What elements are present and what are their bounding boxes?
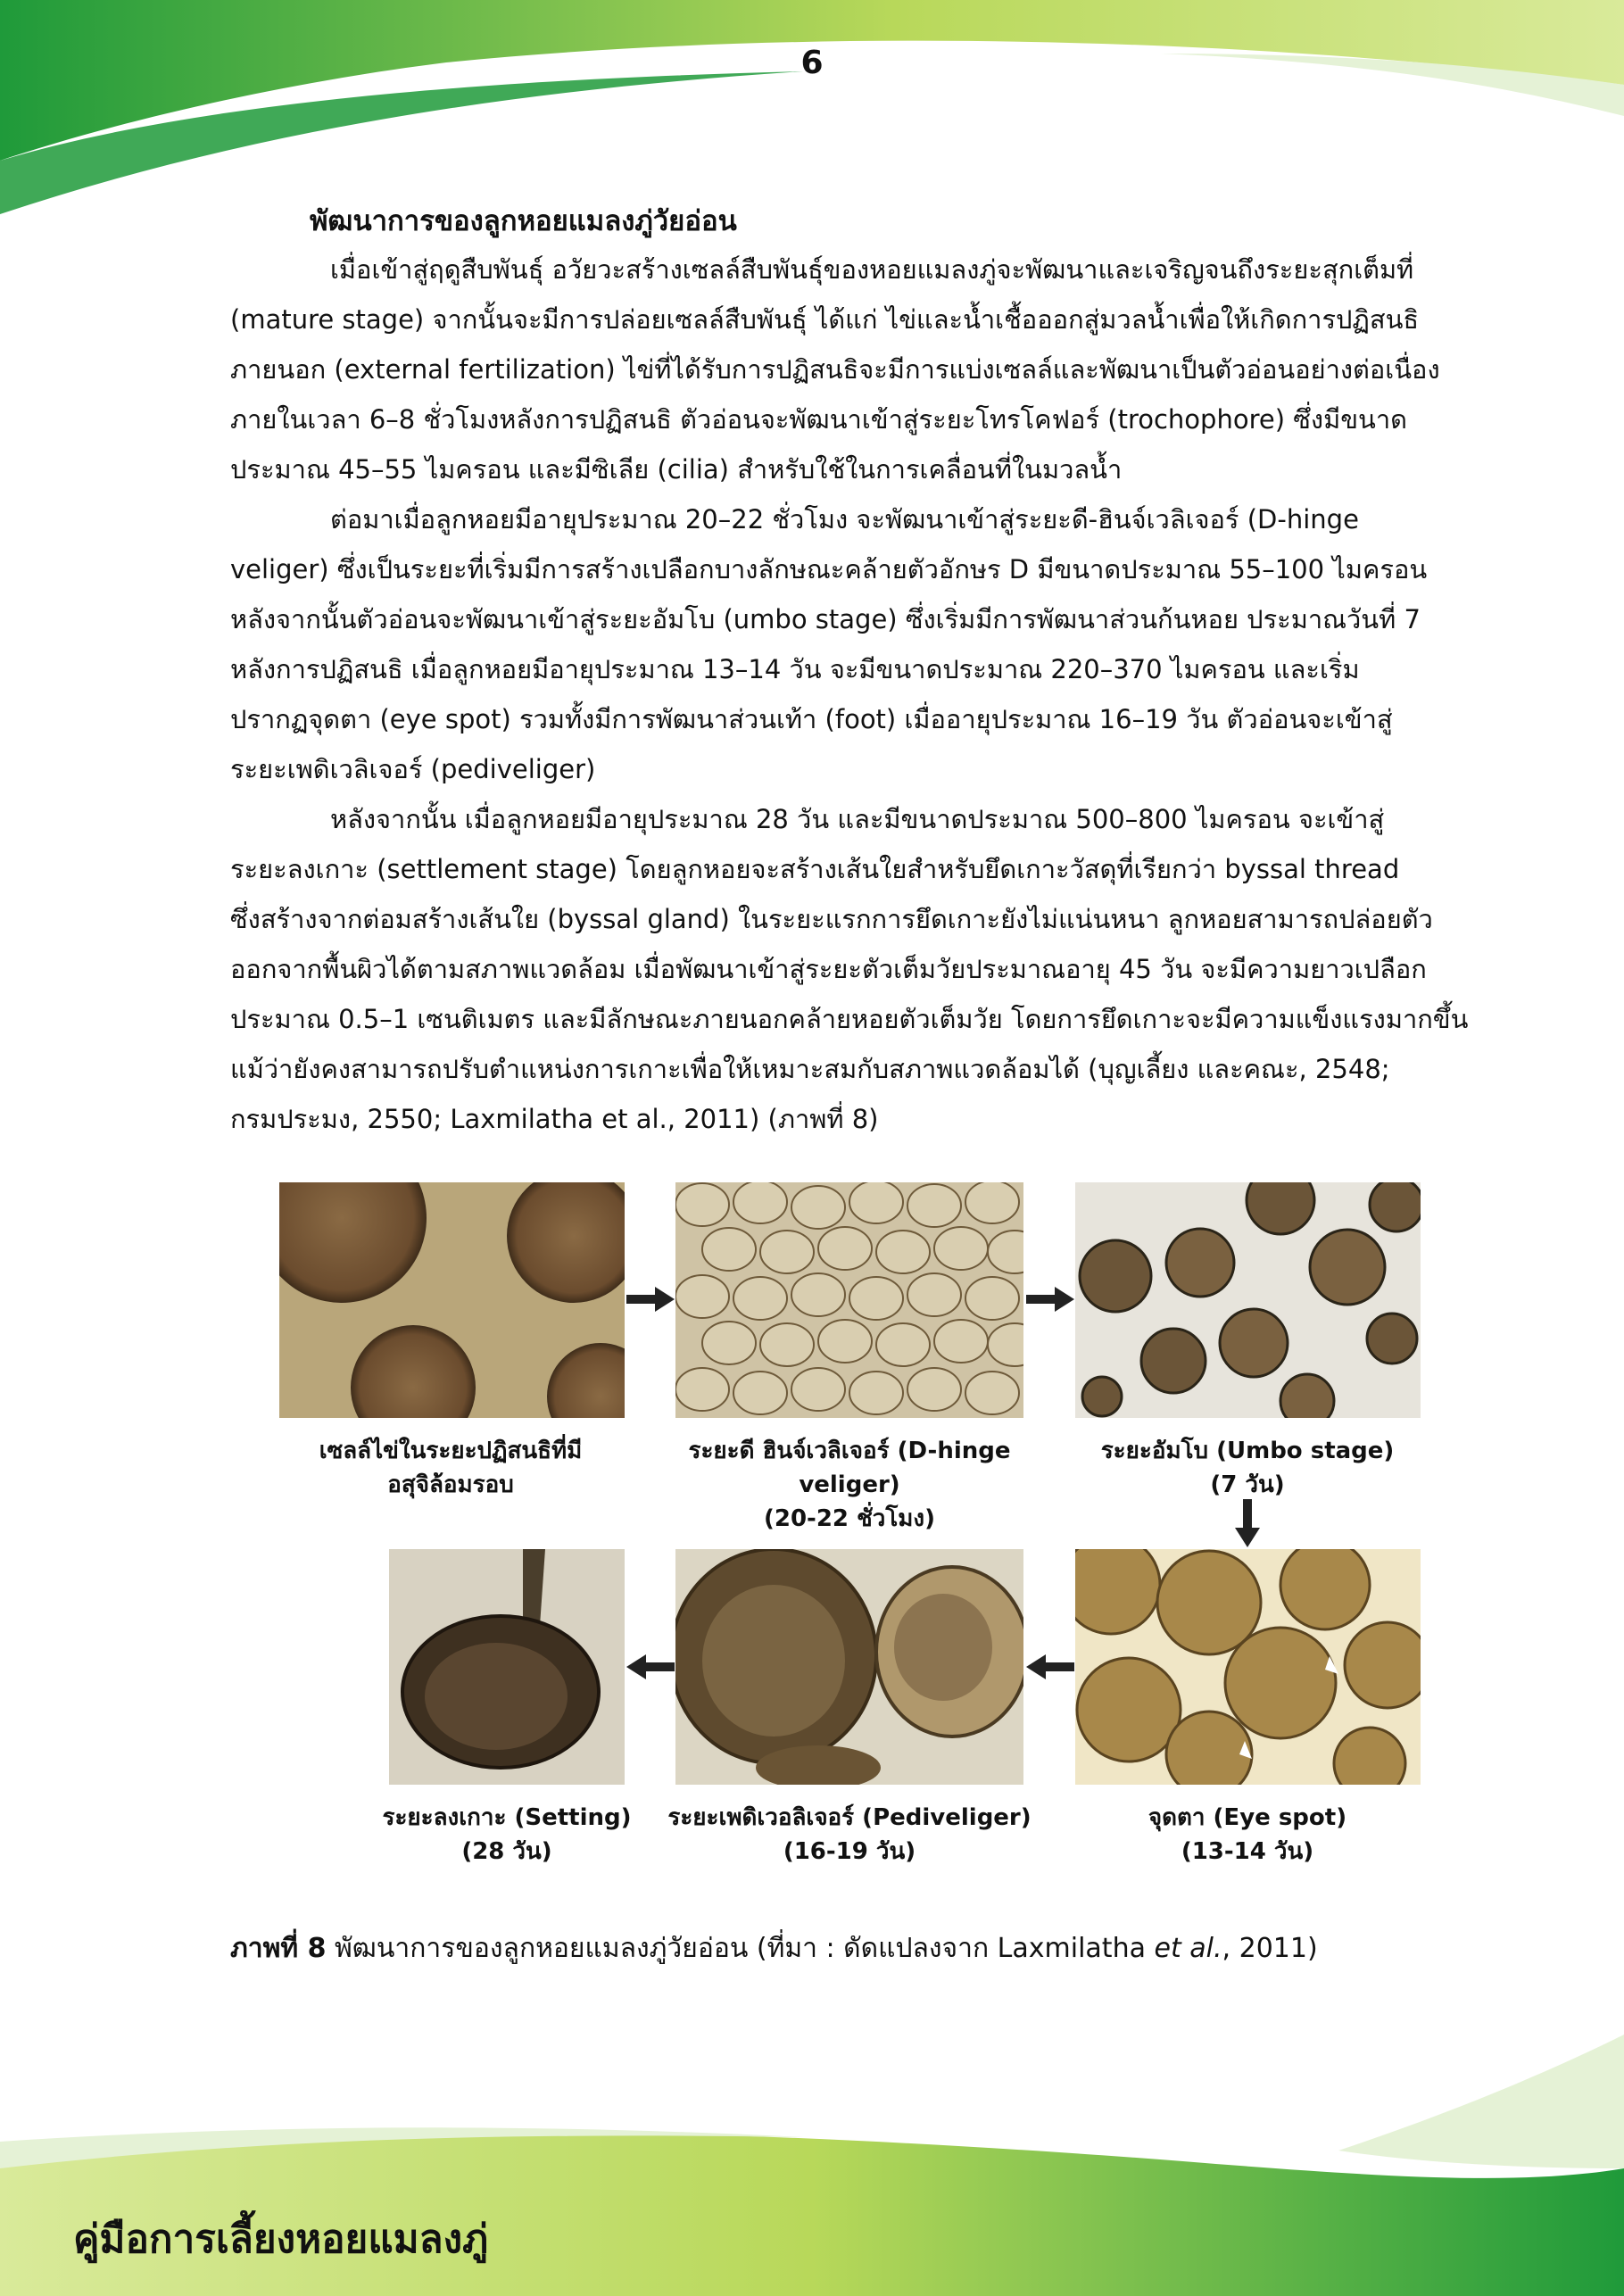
paragraph-line: ภายนอก (external fertilization) ไข่ที่ได้รับการปฏิสนธิจะมีการแบ่งเซลล์และพัฒนาเป็นตัวอ่อนอย่างต่อเนื่อง — [230, 354, 1440, 385]
paragraph-line: (mature stage) จากนั้นจะมีการปล่อยเซลล์สืบพันธุ์ ได้แก่ ไข่และน้ำเชื้อออกสู่มวลน้ำเพื่อให้เกิดการปฏิสนธิ — [230, 304, 1420, 335]
arrow-right-icon — [626, 1285, 675, 1314]
arrow-left-icon — [1026, 1653, 1074, 1681]
section-heading: พัฒนาการของลูกหอยแมลงภู่วัยอ่อน — [310, 205, 737, 237]
caption-line: ระยะอัมโบ (Umbo stage) — [1100, 1438, 1395, 1464]
figure-caption-text-end: , 2011) — [1222, 1933, 1318, 1964]
paragraph-line: หลังจากนั้น เมื่อลูกหอยมีอายุประมาณ 28 วัน และมีขนาดประมาณ 500–800 ไมครอน จะเข้าสู่ — [330, 804, 1385, 834]
caption-line: ระยะดี ฮินจ์เวลิเจอร์ (D-hinge veliger) — [688, 1438, 1011, 1498]
figure-caption-text: พัฒนาการของลูกหอยแมลงภู่วัยอ่อน (ที่มา : ดัดแปลงจาก Laxmilatha — [326, 1933, 1155, 1964]
paragraph-line: ระยะลงเกาะ (settlement stage) โดยลูกหอยจะสร้างเส้นใยสำหรับยึดเกาะวัสดุที่เรียกว่า byssal thread — [230, 854, 1400, 884]
caption-line: ระยะเพดิเวอลิเจอร์ (Pediveliger) — [667, 1804, 1032, 1831]
paragraph-line: ประมาณ 0.5–1 เซนติเมตร และมีลักษณะภายนอกคล้ายหอยตัวเต็มวัย โดยการยึดเกาะจะมีความแข็งแรงมากขึ้น — [230, 1004, 1469, 1034]
stage-caption-pediveliger — [644, 1801, 1055, 1869]
figure-caption — [230, 1927, 1479, 1969]
photo-umbo-stage — [1075, 1182, 1421, 1418]
photo-d-hinge-veliger — [675, 1182, 1023, 1418]
paragraph-line: ปรากฏจุดตา (eye spot) รวมทั้งมีการพัฒนาส่วนเท้า (foot) เมื่ออายุประมาณ 16–19 วัน ตัวอ่อนจะเข้าสู่ — [230, 704, 1393, 734]
paragraph-line: ออกจากพื้นผิวได้ตามสภาพแวดล้อม เมื่อพัฒนาเข้าสู่ระยะตัวเต็มวัยประมาณอายุ 45 วัน จะมีความยาวเปลือก — [230, 954, 1427, 984]
paragraph-line: ระยะเพดิเวลิเจอร์ (pediveliger) — [230, 754, 596, 784]
figure-caption-label: ภาพที่ 8 — [230, 1933, 327, 1964]
caption-line: จุดตา (Eye spot) — [1148, 1804, 1347, 1831]
caption-line: (20-22 ชั่วโมง) — [763, 1505, 936, 1532]
caption-line: (28 วัน) — [461, 1838, 552, 1865]
arrow-left-icon — [626, 1653, 675, 1681]
paragraph-line: ประมาณ 45–55 ไมครอน และมีซิเลีย (cilia) สำหรับใช้ในการเคลื่อนที่ในมวลน้ำ — [230, 454, 1123, 485]
photo-pediveliger — [675, 1549, 1023, 1785]
paragraph-line: ต่อมาเมื่อลูกหอยมีอายุประมาณ 20–22 ชั่วโมง จะพัฒนาเข้าสู่ระยะดี-ฮินจ์เวลิเจอร์ (D-hinge — [330, 504, 1359, 535]
arrow-down-icon — [1233, 1499, 1262, 1547]
paragraph-line: แม้ว่ายังคงสามารถปรับตำแหน่งการเกาะเพื่อให้เหมาะสมกับสภาพแวดล้อมได้ (บุญเลี้ยง และคณะ, 2548; — [230, 1054, 1390, 1084]
caption-line: เซลล์ไข่ในระยะปฏิสนธิที่มี — [319, 1438, 583, 1464]
stage-caption-fertilized-egg — [250, 1434, 651, 1502]
stage-caption-eye-spot — [1069, 1801, 1426, 1869]
paragraph-line: veliger) ซึ่งเป็นระยะที่เริ่มมีการสร้างเปลือกบางลักษณะคล้ายตัวอักษร D มีขนาดประมาณ 55–100 ไมครอน — [230, 554, 1428, 584]
caption-line: อสุจิล้อมรอบ — [387, 1471, 514, 1498]
paragraph-line: เมื่อเข้าสู่ฤดูสืบพันธุ์ อวัยวะสร้างเซลล์สืบพันธุ์ของหอยแมลงภู่จะพัฒนาและเจริญจนถึงระยะสุกเต็มที่ — [330, 254, 1414, 285]
photo-eye-spot — [1075, 1549, 1421, 1785]
caption-line: ระยะลงเกาะ (Setting) — [382, 1804, 632, 1831]
stage-caption-setting — [337, 1801, 676, 1869]
page-number: 6 — [800, 45, 824, 81]
header-wave-decoration — [0, 0, 1624, 232]
paragraph-line: ภายในเวลา 6–8 ชั่วโมงหลังการปฏิสนธิ ตัวอ่อนจะพัฒนาเข้าสู่ระยะโทรโคฟอร์ (trochophore) ซึ่งมีขนาด — [230, 404, 1407, 435]
paragraph-line: หลังการปฏิสนธิ เมื่อลูกหอยมีอายุประมาณ 13–14 วัน จะมีขนาดประมาณ 220–370 ไมครอน และเริ่ม — [230, 654, 1360, 684]
photo-setting — [389, 1549, 625, 1785]
footer-book-title: คู่มือการเลี้ยงหอยแมลงภู่ — [73, 2217, 489, 2262]
arrow-right-icon — [1026, 1285, 1074, 1314]
stage-caption-umbo — [1069, 1434, 1426, 1502]
stage-caption-d-hinge — [635, 1434, 1064, 1536]
caption-line: (13-14 วัน) — [1181, 1838, 1314, 1865]
paragraph-line: ซึ่งสร้างจากต่อมสร้างเส้นใย (byssal gland) ในระยะแรกการยึดเกาะยังไม่แน่นหนา ลูกหอยสามารถปล่อยตัว — [230, 904, 1433, 934]
paragraph-line: หลังจากนั้นตัวอ่อนจะพัฒนาเข้าสู่ระยะอัมโบ (umbo stage) ซึ่งเริ่มมีการพัฒนาส่วนก้นหอย ประมาณวันที่ 7 — [230, 604, 1421, 634]
caption-line: (16-19 วัน) — [783, 1838, 916, 1865]
photo-fertilized-egg — [279, 1182, 625, 1418]
paragraph-line: กรมประมง, 2550; Laxmilatha et al., 2011) (ภาพที่ 8) — [230, 1104, 879, 1134]
figure-caption-italic: et al. — [1154, 1933, 1222, 1964]
caption-line: (7 วัน) — [1210, 1471, 1285, 1498]
